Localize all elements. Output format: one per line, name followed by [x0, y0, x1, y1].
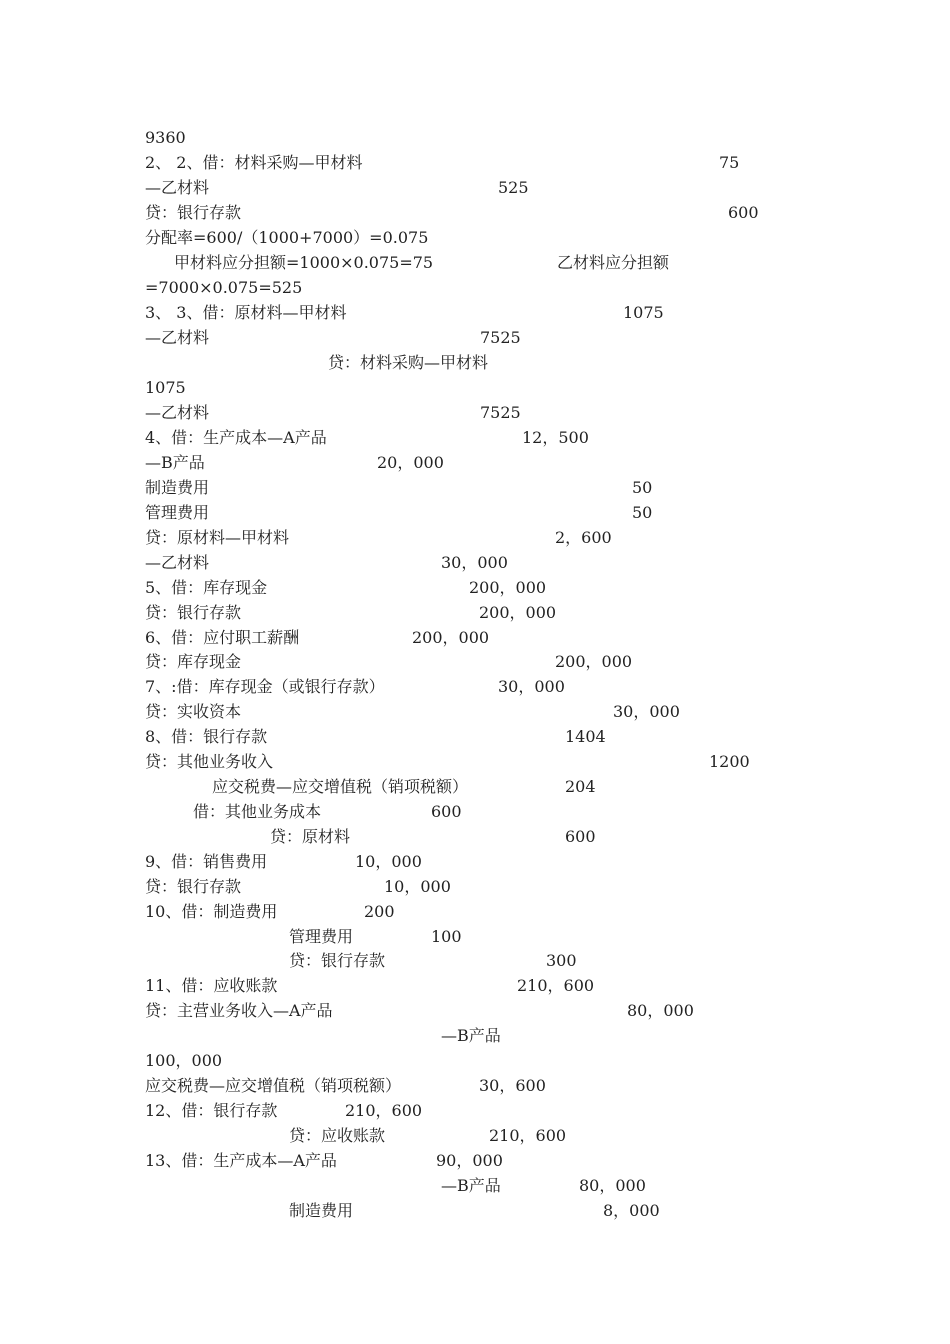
amount: 30，000: [498, 677, 565, 696]
amount: 200，000: [412, 628, 490, 647]
entry-text: 贷：实收资本: [145, 702, 242, 721]
entry-text: 贷：其他业务收入: [145, 752, 274, 771]
amount: 30，000: [613, 702, 680, 721]
entry-text: —B产品: [145, 453, 205, 472]
amount: 200，000: [555, 652, 633, 671]
entry-text: 2、 2、借：材料采购—甲材料: [145, 153, 363, 172]
entry-text: 贷：材料采购—甲材料: [328, 353, 489, 372]
text-line: 乙材料应分担额: [557, 253, 670, 272]
entry-text: 9、借：销售费用: [145, 852, 268, 871]
amount: 210，600: [517, 976, 595, 995]
amount: 600: [565, 827, 596, 846]
amount: 1075: [145, 378, 186, 397]
entry-text: 12、借：银行存款: [145, 1101, 278, 1120]
entry-text: 贷：银行存款: [289, 951, 386, 970]
amount: 7525: [480, 328, 521, 347]
amount: 300: [546, 951, 577, 970]
entry-text: 11、借：应收账款: [145, 976, 278, 995]
entry-text: 6、借：应付职工薪酬: [145, 628, 300, 647]
amount: 50: [632, 503, 653, 522]
entry-text: 借：其他业务成本: [193, 802, 322, 821]
amount: 210，600: [489, 1126, 567, 1145]
entry-text: 贷：原材料—甲材料: [145, 528, 290, 547]
entry-text: 贷：银行存款: [145, 877, 242, 896]
entry-text: —乙材料: [145, 403, 210, 422]
entry-text: 13、借：生产成本—A产品: [145, 1151, 337, 1170]
entry-text: —B产品: [441, 1176, 501, 1195]
amount: 75: [719, 153, 740, 172]
entry-text: —乙材料: [145, 553, 210, 572]
text-line: 分配率=600/（1000+7000）=0.075: [145, 228, 429, 247]
amount: 20，000: [377, 453, 444, 472]
entry-text: 制造费用: [289, 1201, 354, 1220]
amount: 204: [565, 777, 596, 796]
amount: 10，000: [355, 852, 422, 871]
amount: 80，000: [579, 1176, 646, 1195]
amount: 1200: [709, 752, 750, 771]
amount: 80，000: [627, 1001, 694, 1020]
amount: 600: [728, 203, 759, 222]
entry-text: 应交税费—应交增值税（销项税额）: [145, 1076, 402, 1095]
entry-text: 7、:借：库存现金（或银行存款）: [145, 677, 385, 696]
entry-text: 贷：银行存款: [145, 603, 242, 622]
amount: 30，000: [441, 553, 508, 572]
amount: 2，600: [555, 528, 612, 547]
entry-text: 4、借：生产成本—A产品: [145, 428, 327, 447]
amount: 1404: [565, 727, 606, 746]
amount: 30，600: [479, 1076, 546, 1095]
entry-text: 贷：原材料: [270, 827, 351, 846]
amount: 210，600: [345, 1101, 423, 1120]
entry-text: 3、 3、借：原材料—甲材料: [145, 303, 347, 322]
amount: 200: [364, 902, 395, 921]
amount: 100: [431, 927, 462, 946]
entry-text: 贷：应收账款: [289, 1126, 386, 1145]
text-line: 甲材料应分担额=1000×0.075=75: [174, 253, 434, 272]
entry-text: —乙材料: [145, 328, 210, 347]
amount: 12，500: [522, 428, 589, 447]
entry-text: 贷：主营业务收入—A产品: [145, 1001, 333, 1020]
amount: 200，000: [479, 603, 557, 622]
amount: 7525: [480, 403, 521, 422]
entry-text: 8、借：银行存款: [145, 727, 268, 746]
entry-text: 管理费用: [289, 927, 354, 946]
amount: 10，000: [384, 877, 451, 896]
amount: 525: [498, 178, 529, 197]
amount: 600: [431, 802, 462, 821]
entry-text: 应交税费—应交增值税（销项税额）: [212, 777, 469, 796]
entry-text: —乙材料: [145, 178, 210, 197]
amount: 200，000: [469, 578, 547, 597]
text-line: 9360: [145, 128, 186, 147]
entry-text: 管理费用: [145, 503, 210, 522]
entry-text: 制造费用: [145, 478, 210, 497]
amount: 1075: [623, 303, 664, 322]
entry-text: 5、借：库存现金: [145, 578, 268, 597]
entry-text: 贷：库存现金: [145, 652, 242, 671]
text-line: =7000×0.075=525: [145, 278, 303, 297]
entry-text: 贷：银行存款: [145, 203, 242, 222]
amount: 90，000: [436, 1151, 503, 1170]
amount: 100，000: [145, 1051, 223, 1070]
entry-text: 10、借：制造费用: [145, 902, 278, 921]
amount: 8，000: [603, 1201, 660, 1220]
amount: 50: [632, 478, 653, 497]
entry-text: —B产品: [441, 1026, 501, 1045]
